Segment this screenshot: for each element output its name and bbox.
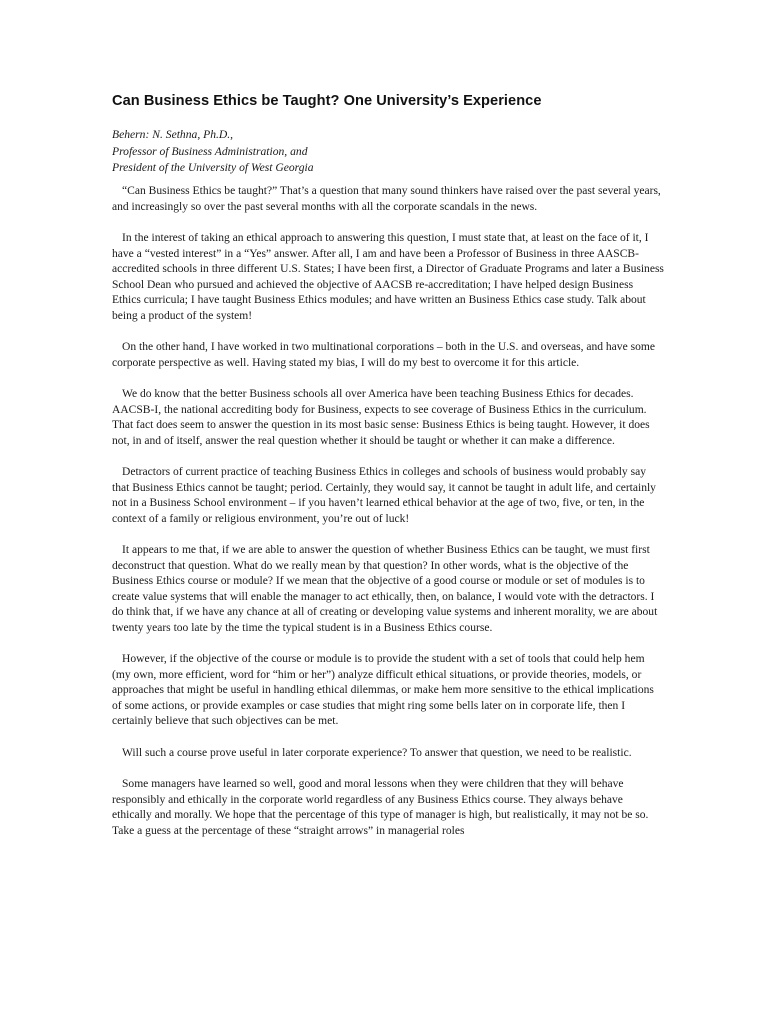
paragraph: Will such a course prove useful in later corporate experience? To answer that question, we need to be realistic. — [122, 746, 632, 759]
paragraph: Detractors of current practice of teaching Business Ethics in colleges and schools of business would probably say that Business Ethics cannot be taught; period. Certainly, they would say, it cannot be taught in adult life, and certainly not in a Business School environment – if you haven’t learned ethical behavior at the age of two, five, or ten, in the context of a family or religious environment, you’re out of luck! — [112, 466, 656, 525]
paragraph: “Can Business Ethics be taught?” That’s a question that many sound thinkers have raised over the past several years, and increasingly so over the past several months with all the corporate scandals in the news. — [112, 185, 661, 213]
paragraph: In the interest of taking an ethical approach to answering this question, I must state that, at least on the face of it, I have a “vested interest” in a “Yes” answer. After all, I am and have been a Professor of Business in three AASCB-accredited schools in three different U.S. States; I have been first, a Director of Graduate Programs and later a Business School Dean who pursued and achieved the objective of AACSB re-accreditation; I have helped design Business Ethics curricula; I have taught Business Ethics modules; and have written an Business Ethics case study. Talk about being a product of the system! — [112, 232, 664, 322]
author-role-president: President of the University of West Georgia — [112, 161, 314, 174]
article-body — [112, 184, 664, 855]
author-byline — [112, 127, 314, 177]
paragraph: It appears to me that, if we are able to answer the question of whether Business Ethics can be taught, we must first deconstruct that question. What do we really mean by that question? In other words, what is the objective of the Business Ethics course or module? If we mean that the objective of a good course or module or set of modules is to create value systems that will enable the manager to act ethically, then, on balance, I would vote with the detractors. I do think that, if we have any chance at all of creating or developing value systems and inherent morality, we are about twenty years too late by the time the typical student is in a Business Ethics course. — [112, 544, 658, 634]
paragraph: Some managers have learned so well, good and moral lessons when they were children that they will behave responsibly and ethically in the corporate world regardless of any Business Ethics course. They always behave ethically and morally. We hope that the percentage of this type of manager is high, but realistically, it may not be so. Take a guess at the percentage of these “straight arrows” in managerial roles — [112, 778, 649, 837]
paragraph: On the other hand, I have worked in two multinational corporations – both in the U.S. and overseas, and have some corporate perspective as well. Having stated my bias, I will do my best to overcome it for this article. — [112, 341, 655, 369]
paragraph: However, if the objective of the course or module is to provide the student with a set of tools that could help hem (my own, more efficient, word for “him or her”) analyze difficult ethical situations, or provide theories, models, or approaches that might be useful in handling ethical dilemmas, or make hem more sensitive to the ethical implications of some actions, or provide examples or case studies that might ring some bells later on in corporate life, then I certainly believe that such objectives can be met. — [112, 653, 654, 727]
author-role-professor: Professor of Business Administration, and — [112, 144, 308, 158]
paragraph: We do know that the better Business schools all over America have been teaching Business Ethics for decades. AACSB-I, the national accrediting body for Business, expects to see coverage of Business Ethics in the curriculum. That fact does seem to answer the question in its most basic sense: Business Ethics is being taught. However, it does not, in and of itself, answer the real question whether it should be taught or whether it can make a difference. — [112, 388, 650, 447]
author-name: Behern: N. Sethna, Ph.D., — [112, 128, 234, 141]
document-title: Can Business Ethics be Taught? One University’s Experience — [112, 93, 542, 109]
